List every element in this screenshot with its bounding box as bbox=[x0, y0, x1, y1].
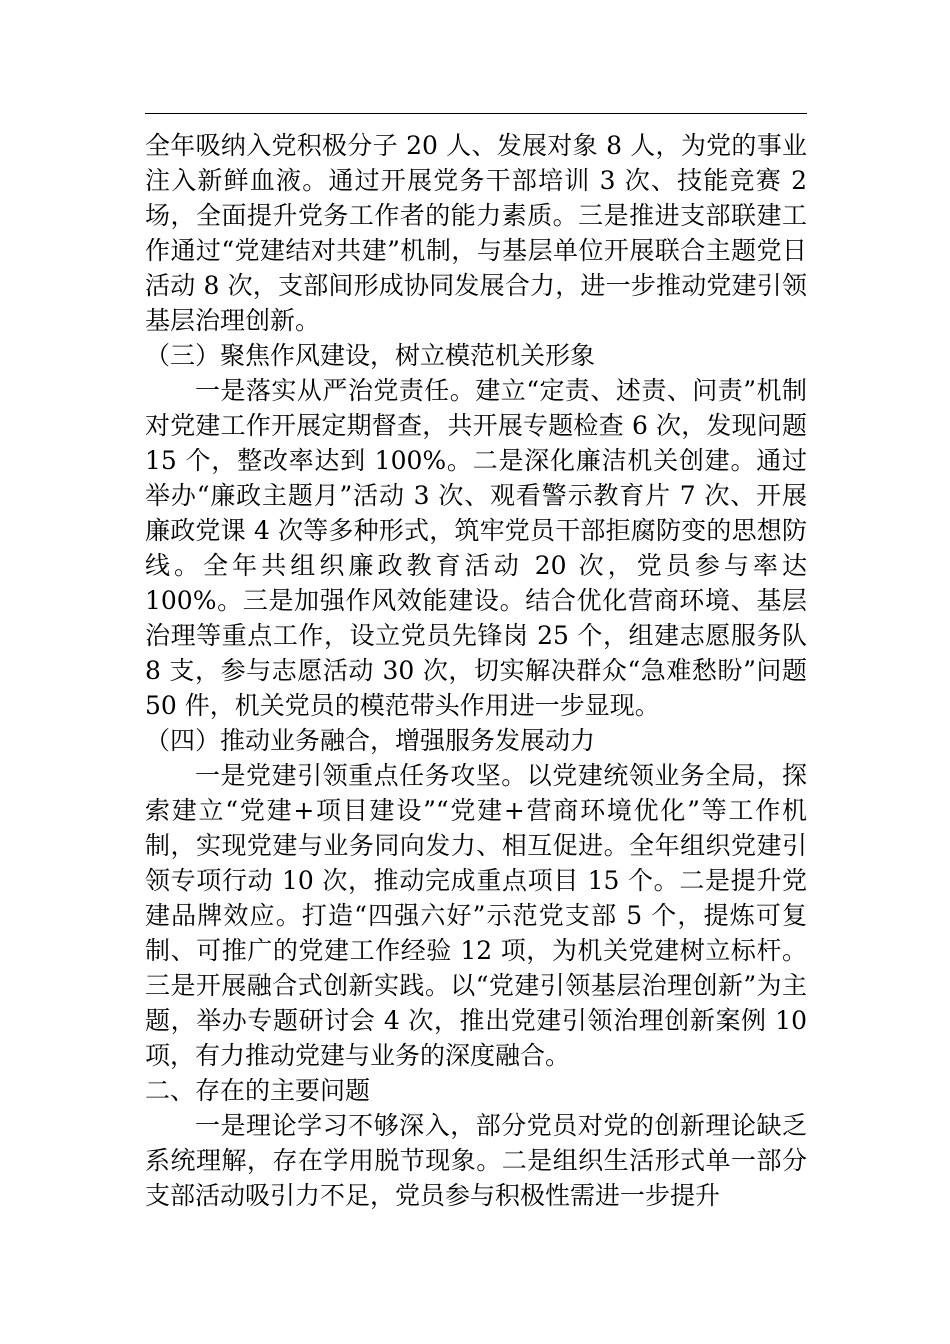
document-body bbox=[145, 128, 807, 1213]
paragraph-continuation: 全年吸纳入党积极分子 20 人、发展对象 8 人，为党的事业注入新鲜血液。通过开展党务干部培训 3 次、技能竞赛 2 场，全面提升党务工作者的能力素质。三是推进支部联建工作通过“党建结对共建”机制，与基层单位开展联合主题党日活动 8 次，支部间形成协同发展合力，进一步推动党建引领基层治理创新。 bbox=[145, 131, 807, 335]
header-rule bbox=[145, 113, 807, 114]
section-heading-problems: 二、存在的主要问题 bbox=[145, 1076, 371, 1105]
paragraph-style-building: 一是落实从严治党责任。建立“定责、述责、问责”机制对党建工作开展定期督查，共开展专题检查 6 次，发现问题 15 个，整改率达到 100%。二是深化廉洁机关创建。通过举办“廉政主题月”活动 3 次、观看警示教育片 7 次、开展廉政党课 4 次等多种形式，筑牢党员干部拒腐防变的思想防线。全年共组织廉政教育活动 20 次，党员参与率达 100%。三是加强作风效能建设。结合优化营商环境、基层治理等重点工作，设立党员先锋岗 25 个，组建志愿服务队 8 支，参与志愿活动 30 次，切实解决群众“急难愁盼”问题 50 件，机关党员的模范带头作用进一步显现。 bbox=[145, 376, 807, 720]
subheading-four: （四）推动业务融合，增强服务发展动力 bbox=[145, 726, 596, 755]
paragraph-problems: 一是理论学习不够深入，部分党员对党的创新理论缺乏系统理解，存在学用脱节现象。二是组织生活形式单一部分支部活动吸引力不足，党员参与积极性需进一步提升 bbox=[145, 1111, 807, 1210]
subheading-three: （三）聚焦作风建设，树立模范机关形象 bbox=[145, 341, 596, 370]
paragraph-business-integration: 一是党建引领重点任务攻坚。以党建统领业务全局，探索建立“党建+项目建设”“党建+营商环境优化”等工作机制，实现党建与业务同向发力、相互促进。全年组织党建引领专项行动 10 次，推动完成重点项目 15 个。二是提升党建品牌效应。打造“四强六好”示范党支部 5 个，提炼可复制、可推广的党建工作经验 12 项，为机关党建树立标杆。三是开展融合式创新实践。以“党建引领基层治理创新”为主题，举办专题研讨会 4 次，推出党建引领治理创新案例 10 项，有力推动党建与业务的深度融合。 bbox=[145, 761, 807, 1070]
